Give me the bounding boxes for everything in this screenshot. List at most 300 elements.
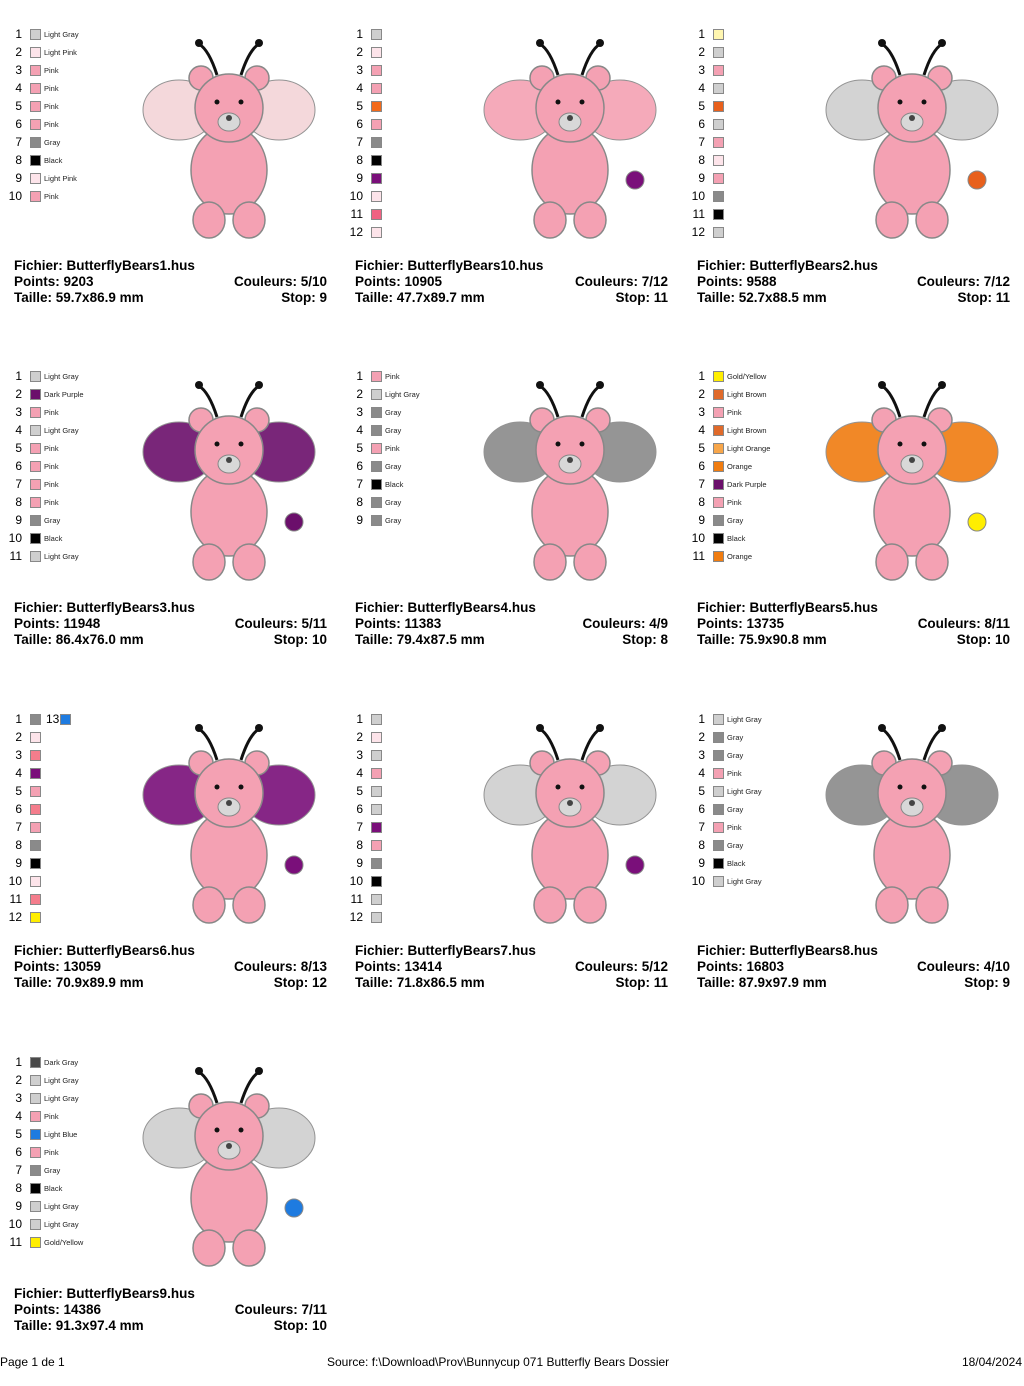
color-number: 2 [356,730,363,744]
color-swatch [713,714,724,725]
color-name: Light Gray [44,30,79,39]
color-swatch [713,768,724,779]
size-line [697,290,1010,306]
points-value: 9588 [746,274,777,289]
stop-label: Stop: [615,290,650,305]
points-value: 16803 [746,959,785,974]
color-name: Gray [385,498,402,507]
points-line [697,959,1010,975]
color-number: 3 [356,63,363,77]
points-line [697,274,1010,290]
colors-value: 7/12 [641,274,668,289]
points-line [355,616,668,632]
design-info [697,600,1010,648]
color-swatch [371,119,382,130]
color-swatch [713,101,724,112]
file-label: Fichier: [355,943,404,958]
points-value: 11383 [404,616,442,631]
color-name: Pink [44,66,59,75]
size-line [14,290,327,306]
color-swatch [713,47,724,58]
colors-group [575,274,668,290]
color-number: 3 [15,405,22,419]
color-swatch [371,804,382,815]
color-number: 10 [8,531,22,545]
color-number: 7 [698,477,705,491]
size-label: Taille: [14,975,53,990]
points-line [14,274,327,290]
stop-group [964,975,1010,991]
color-name: Pink [727,823,742,832]
embroidery-preview-icon [822,30,1002,245]
color-number: 1 [15,27,22,41]
file-line [14,943,327,959]
color-swatch [30,191,41,202]
size-line [14,1318,327,1334]
color-name: Pink [44,1148,59,1157]
color-number: 3 [698,748,705,762]
color-name: Gray [727,751,744,760]
color-swatch [30,551,41,562]
stop-group [957,290,1010,306]
color-number: 6 [698,802,705,816]
color-number: 3 [698,405,705,419]
color-swatch [713,227,724,238]
color-number: 10 [8,1217,22,1231]
stop-label: Stop: [281,290,316,305]
color-number: 12 [349,910,363,924]
stop-value: 9 [1002,975,1010,990]
stop-value: 11 [653,290,668,305]
color-number: 2 [698,730,705,744]
file-line [355,943,668,959]
color-name: Pink [385,372,400,381]
design-card [691,27,1017,358]
color-number: 1 [15,712,22,726]
design-info [355,258,668,306]
color-swatch [30,1075,41,1086]
size-label: Taille: [697,632,736,647]
source-path: Source: f:\Download\Prov\Bunnycup 071 Butterfly Bears Dossier [327,1355,670,1369]
file-line [697,258,1010,274]
color-name: Gray [44,516,61,525]
points-label: Points: [14,274,60,289]
color-name: Light Brown [727,426,767,435]
points-line [355,274,668,290]
color-swatch [30,732,41,743]
file-name: ButterflyBears7.hus [407,943,536,958]
colors-label: Couleurs: [233,959,297,974]
colors-label: Couleurs: [916,274,980,289]
color-number: 5 [15,784,22,798]
points-label: Points: [697,616,743,631]
design-card [349,712,675,1043]
stop-label: Stop: [622,632,657,647]
color-number: 4 [356,766,363,780]
color-number: 12 [8,910,22,924]
color-number: 1 [356,27,363,41]
color-swatch [371,840,382,851]
color-number: 10 [8,874,22,888]
colors-label: Couleurs: [234,1302,298,1317]
design-info [355,600,668,648]
color-number: 4 [698,423,705,437]
points-value: 14386 [63,1302,102,1317]
file-line [697,600,1010,616]
points-label: Points: [14,616,60,631]
color-name: Pink [44,444,59,453]
color-number: 3 [356,748,363,762]
file-label: Fichier: [14,600,63,615]
design-card [8,712,334,1043]
color-number: 13 [46,712,60,726]
color-number: 11 [692,549,705,563]
color-number: 8 [15,838,22,852]
color-swatch [713,858,724,869]
color-swatch [713,83,724,94]
colors-group [918,616,1010,632]
color-number: 4 [698,81,705,95]
color-swatch [713,209,724,220]
color-swatch [371,461,382,472]
design-info [14,1286,327,1334]
color-number: 7 [15,477,22,491]
points-value: 11948 [63,616,101,631]
points-label: Points: [14,959,60,974]
color-name: Pink [44,192,59,201]
color-swatch [30,155,41,166]
color-number: 9 [15,171,22,185]
color-number: 10 [349,189,363,203]
color-swatch [30,1093,41,1104]
stop-label: Stop: [273,632,309,647]
color-name: Dark Gray [44,1058,79,1067]
color-swatch [713,804,724,815]
color-number: 12 [349,225,363,239]
color-number: 9 [15,513,22,527]
stop-label: Stop: [615,975,650,990]
color-swatch [30,876,41,887]
color-swatch [371,714,382,725]
color-number: 1 [356,369,363,383]
colors-label: Couleurs: [582,616,646,631]
color-swatch [371,732,382,743]
color-name: Gray [385,408,402,417]
color-number: 5 [698,99,705,113]
color-number: 9 [698,171,705,185]
color-number: 5 [356,99,363,113]
color-swatch [30,858,41,869]
colors-group [235,616,327,632]
color-swatch [30,1147,41,1158]
color-number: 4 [15,81,22,95]
embroidery-preview-icon [822,372,1002,587]
color-swatch [30,1219,41,1230]
points-line [697,616,1010,632]
color-name: Pink [727,408,742,417]
color-swatch [713,371,724,382]
color-name: Light Gray [385,390,420,399]
color-number: 6 [356,117,363,131]
colors-label: Couleurs: [233,274,297,289]
stop-value: 8 [660,632,668,647]
color-swatch [30,389,41,400]
colors-label: Couleurs: [916,959,980,974]
color-swatch [30,1183,41,1194]
color-name: Light Gray [44,372,79,381]
color-name: Light Gray [727,787,762,796]
colors-value: 7/12 [983,274,1010,289]
points-line [14,959,327,975]
color-number: 6 [15,459,22,473]
color-swatch [30,912,41,923]
color-swatch [30,1237,41,1248]
color-name: Pink [44,84,59,93]
color-swatch [713,822,724,833]
color-swatch [371,155,382,166]
color-number: 7 [698,135,705,149]
color-name: Pink [44,480,59,489]
points-value: 13059 [63,959,102,974]
embroidery-preview-icon [139,372,319,587]
file-name: ButterflyBears9.hus [66,1286,195,1301]
colors-group [234,959,327,975]
color-swatch [713,173,724,184]
color-swatch [371,29,382,40]
points-label: Points: [697,959,743,974]
embroidery-preview-icon [139,30,319,245]
color-number: 2 [15,730,22,744]
color-number: 6 [15,1145,22,1159]
color-number: 9 [15,1199,22,1213]
color-swatch [371,65,382,76]
color-name: Light Gray [44,1202,79,1211]
size-label: Taille: [14,1318,53,1333]
design-info [14,943,327,991]
color-swatch [371,173,382,184]
color-number: 6 [15,802,22,816]
colors-label: Couleurs: [574,959,638,974]
color-number: 2 [698,387,705,401]
colors-value: 5/11 [301,616,327,631]
color-swatch [30,443,41,454]
color-swatch [30,768,41,779]
color-number: 8 [356,495,363,509]
file-label: Fichier: [697,943,746,958]
color-name: Orange [727,462,753,471]
file-name: ButterflyBears6.hus [66,943,195,958]
color-number: 12 [691,225,705,239]
color-number: 5 [698,784,705,798]
color-number: 9 [356,171,363,185]
color-name: Pink [44,102,59,111]
color-swatch [30,750,41,761]
color-swatch [713,750,724,761]
color-name: Pink [44,498,59,507]
points-value: 9203 [63,274,94,289]
colors-group [235,1302,327,1318]
color-number: 8 [698,495,705,509]
color-number: 6 [356,459,363,473]
color-swatch [713,533,724,544]
stop-label: Stop: [957,290,992,305]
color-number: 9 [356,513,363,527]
color-name: Pink [44,120,59,129]
color-swatch [30,425,41,436]
colors-group [917,959,1010,975]
size-label: Taille: [697,975,736,990]
colors-value: 4/9 [649,616,668,631]
color-name: Light Brown [727,390,767,399]
points-line [14,616,327,632]
size-label: Taille: [697,290,736,305]
color-swatch [713,425,724,436]
color-number: 11 [350,207,363,221]
stop-label: Stop: [273,1318,309,1333]
color-name: Black [44,1184,63,1193]
color-number: 4 [15,423,22,437]
colors-value: 5/10 [300,274,327,289]
design-card [691,712,1017,1043]
file-name: ButterflyBears5.hus [749,600,878,615]
color-swatch [30,840,41,851]
color-swatch [371,858,382,869]
color-swatch [371,912,382,923]
color-swatch [713,786,724,797]
stop-group [274,632,327,648]
file-label: Fichier: [697,600,746,615]
design-card [8,27,334,358]
color-swatch [371,515,382,526]
points-value: 13414 [404,959,443,974]
file-line [14,258,327,274]
stop-group [615,290,668,306]
color-name: Orange [727,552,753,561]
stop-value: 10 [311,1318,327,1333]
color-name: Black [727,534,746,543]
color-number: 7 [15,820,22,834]
size-line [14,632,327,648]
color-number: 6 [356,802,363,816]
color-swatch [713,479,724,490]
size-value: 91.3x97.4 mm [55,1318,144,1333]
color-swatch [713,65,724,76]
color-number: 4 [15,766,22,780]
file-name: ButterflyBears10.hus [407,258,544,273]
page-number: Page 1 de 1 [0,1355,65,1369]
color-number: 2 [15,45,22,59]
color-swatch [371,768,382,779]
color-number: 11 [9,1235,22,1249]
color-name: Pink [44,408,59,417]
size-line [14,975,327,991]
size-line [697,975,1010,991]
size-line [355,632,668,648]
color-swatch [30,533,41,544]
color-number: 8 [15,153,22,167]
color-swatch [30,714,41,725]
color-name: Gray [727,805,744,814]
file-name: ButterflyBears2.hus [749,258,878,273]
design-card [691,369,1017,700]
color-swatch [30,894,41,905]
size-value: 86.4x76.0 mm [55,632,144,647]
embroidery-preview-icon [480,30,660,245]
size-line [697,632,1010,648]
size-line [355,290,668,306]
color-name: Light Gray [727,877,762,886]
points-value: 10905 [404,274,443,289]
color-swatch [371,389,382,400]
color-number: 1 [356,712,363,726]
color-name: Black [385,480,404,489]
color-swatch [713,461,724,472]
stop-label: Stop: [273,975,309,990]
color-swatch [371,47,382,58]
points-label: Points: [697,274,743,289]
size-value: 52.7x88.5 mm [738,290,827,305]
stop-value: 10 [311,632,327,647]
stop-group [274,1318,327,1334]
colors-group [234,274,327,290]
color-number: 5 [356,784,363,798]
color-swatch [30,461,41,472]
color-number: 8 [15,495,22,509]
file-label: Fichier: [14,943,63,958]
file-label: Fichier: [697,258,746,273]
color-swatch [713,443,724,454]
color-swatch [371,191,382,202]
colors-label: Couleurs: [574,274,638,289]
color-swatch [30,1165,41,1176]
color-name: Gray [385,516,402,525]
color-swatch [30,497,41,508]
color-name: Dark Purple [44,390,84,399]
color-number: 11 [9,549,22,563]
color-number: 10 [691,874,705,888]
color-name: Light Gray [44,426,79,435]
embroidery-preview-icon [480,715,660,930]
color-name: Light Orange [727,444,771,453]
color-name: Pink [727,498,742,507]
stop-value: 9 [319,290,327,305]
color-swatch [60,714,71,725]
color-number: 4 [356,81,363,95]
color-swatch [30,1057,41,1068]
color-swatch [371,894,382,905]
color-name: Light Gray [44,552,79,561]
file-label: Fichier: [14,258,63,273]
colors-value: 7/11 [301,1302,327,1317]
color-name: Gray [385,426,402,435]
color-number: 2 [15,387,22,401]
size-label: Taille: [14,290,53,305]
stop-value: 12 [311,975,327,990]
stop-group [622,632,668,648]
color-swatch [371,137,382,148]
color-swatch [30,786,41,797]
colors-label: Couleurs: [917,616,981,631]
color-name: Pink [44,1112,59,1121]
color-name: Gray [727,841,744,850]
color-swatch [30,1129,41,1140]
design-card [8,369,334,700]
design-info [697,943,1010,991]
file-label: Fichier: [14,1286,63,1301]
design-card [355,370,675,700]
color-name: Light Pink [44,48,77,57]
color-number: 7 [698,820,705,834]
